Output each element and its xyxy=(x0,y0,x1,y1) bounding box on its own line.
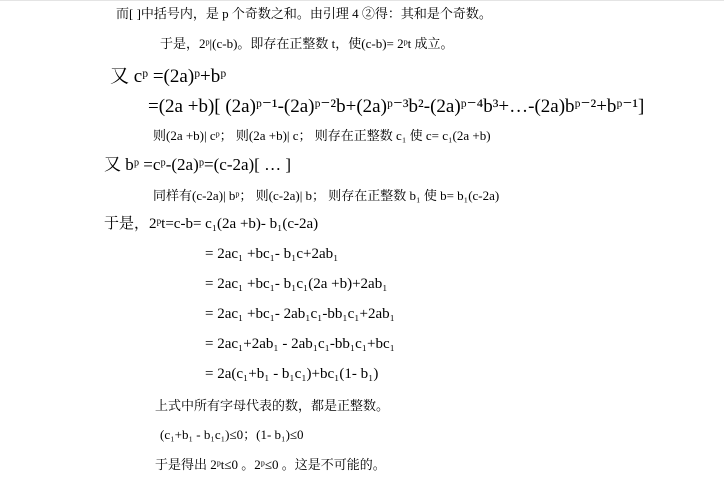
proof-line-1: 而[ ]中括号内，是 p 个奇数之和。由引理 4 ②得：其和是个奇数。 xyxy=(116,6,492,21)
proof-line-11: = 2ac₁ +bc₁- 2ab₁c₁-bb₁c₁+2ab₁ xyxy=(205,306,395,322)
proof-line-16: 于是得出 2ᵖt≤0 。2ᵖ≤0 。这是不可能的。 xyxy=(155,457,386,472)
proof-line-12: = 2ac₁+2ab₁ - 2ab₁c₁-bb₁c₁+bc₁ xyxy=(205,336,395,352)
proof-line-10: = 2ac₁ +bc₁- b₁c₁(2a +b)+2ab₁ xyxy=(205,276,388,292)
proof-line-6: 又 bᵖ =cᵖ-(2a)ᵖ=(c-2a)[ … ] xyxy=(104,155,292,174)
proof-line-5: 则(2a +b)| cᵖ； 则(2a +b)| c； 则存在正整数 c₁ 使 c= c₁(2a +b) xyxy=(153,128,491,143)
proof-line-4: =(2a +b)[ (2a)ᵖ⁻¹-(2a)ᵖ⁻²b+(2a)ᵖ⁻³b²-(2a)ᵖ⁻⁴b³+…-(2a)bᵖ⁻²+bᵖ⁻¹] xyxy=(148,96,645,117)
proof-line-9: = 2ac₁ +bc₁- b₁c+2ab₁ xyxy=(205,246,339,262)
proof-line-14: 上式中所有字母代表的数，都是正整数。 xyxy=(155,398,390,413)
proof-line-3: 又 cᵖ =(2a)ᵖ+bᵖ xyxy=(110,66,227,87)
proof-line-15: (c₁+b₁ - b₁c₁)≤0；(1- b₁)≤0 xyxy=(160,427,304,442)
top-border xyxy=(0,0,724,1)
proof-line-13: = 2a(c₁+b₁ - b₁c₁)+bc₁(1- b₁) xyxy=(205,366,379,382)
proof-line-2: 于是，2ᵖ|(c-b)。即存在正整数 t，使(c-b)= 2ᵖt 成立。 xyxy=(160,36,454,51)
proof-line-8: 于是，2ᵖt=c-b= c₁(2a +b)- b₁(c-2a) xyxy=(104,216,319,232)
proof-line-7: 同样有(c-2a)| bᵖ； 则(c-2a)| b； 则存在正整数 b₁ 使 b= b₁(c-2a) xyxy=(153,188,500,203)
